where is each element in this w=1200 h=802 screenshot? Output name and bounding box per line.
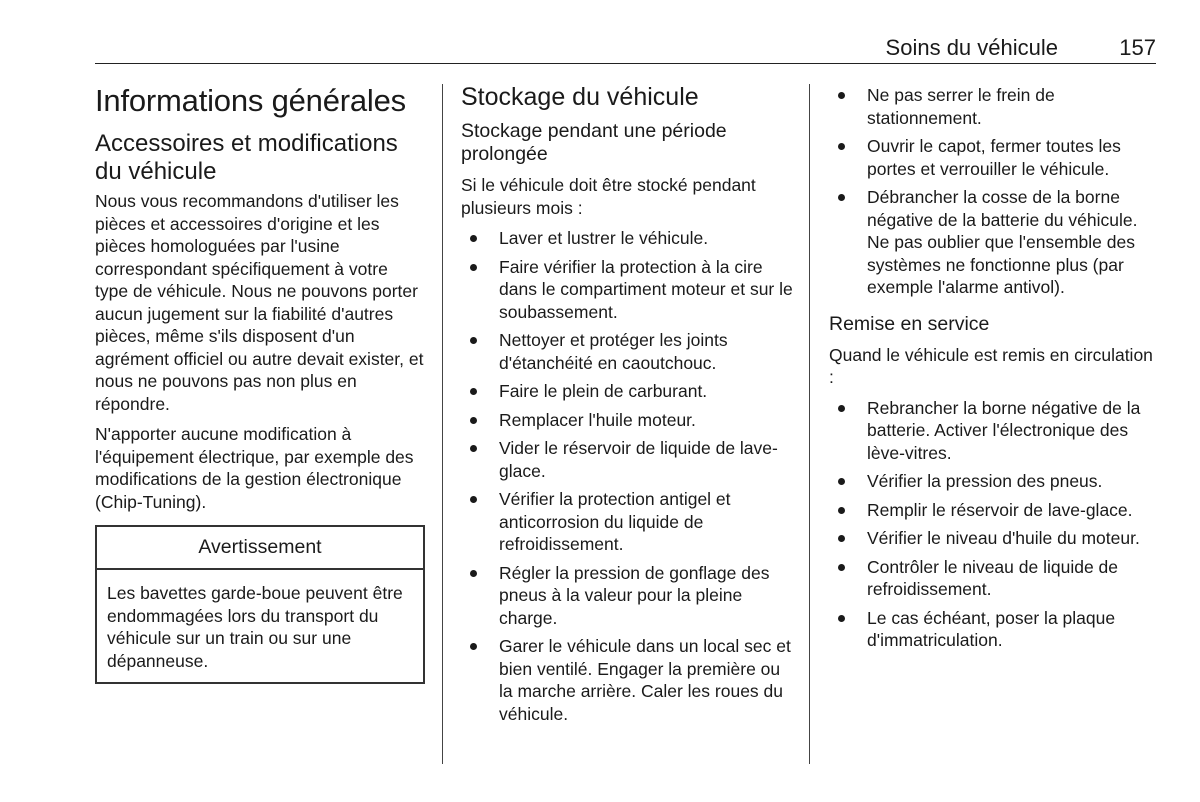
list-item: Le cas échéant, poser la plaque d'immatriculation. (829, 607, 1159, 652)
list-item: Contrôler le niveau de liquide de refroidissement. (829, 556, 1159, 601)
list-item: Débrancher la cosse de la borne négative de la batterie du véhicule. Ne pas oublier que l'ensemble des systèmes ne fonctionne plus (par exemple l'alarme antivol). (829, 186, 1159, 299)
list-item: Laver et lustrer le véhicule. (461, 227, 796, 250)
list-item: Ne pas serrer le frein de stationnement. (829, 84, 1159, 129)
bullet-icon (838, 535, 845, 542)
list-item: Remplir le réservoir de lave-glace. (829, 499, 1159, 522)
bullet-icon (838, 507, 845, 514)
bullet-icon (838, 564, 845, 571)
subsection-heading: Remise en service (829, 312, 990, 335)
bullet-icon (470, 417, 477, 424)
paragraph: N'apporter aucune modification à l'équipement électrique, par exemple des modifications de la gestion électronique (Chip-Tuning). (95, 424, 414, 512)
section-title: Soins du véhicule (885, 35, 1058, 60)
column-divider (809, 84, 810, 764)
bullet-icon (470, 388, 477, 395)
column-1 (95, 78, 425, 684)
bullet-icon (470, 235, 477, 242)
bullet-icon (838, 143, 845, 150)
bullet-icon (838, 92, 845, 99)
page-number: 157 (1119, 35, 1156, 60)
bullet-icon (838, 478, 845, 485)
warning-box (95, 525, 425, 684)
paragraph: Nous vous recommandons d'utiliser les pièces et accessoires d'origine et les pièces homologuées par l'usine correspondant spécifiquement à votre type de véhicule. Nous ne pouvons porter aucun jugement sur la fiabilité d'autres pièces, même s'ils disposent d'un agrément officiel ou autre devait exister, et nous ne pouvons pas non plus en répondre. (95, 191, 424, 414)
section-heading: Stockage du véhicule (461, 83, 699, 111)
list-item: Nettoyer et protéger les joints d'étanchéité en caoutchouc. (461, 329, 796, 374)
list-item: Faire le plein de carburant. (461, 380, 796, 403)
list-item: Vider le réservoir de liquide de lave-glace. (461, 437, 796, 482)
warning-title: Avertissement (97, 527, 423, 570)
column-2 (461, 78, 796, 731)
paragraph: Si le véhicule doit être stocké pendant plusieurs mois : (461, 175, 756, 218)
list-item: Garer le véhicule dans un local sec et bien ventilé. Engager la première ou la marche arrière. Caler les roues du véhicule. (461, 635, 796, 725)
list-item: Remplacer l'huile moteur. (461, 409, 796, 432)
storage-list-continued (829, 84, 1159, 299)
paragraph: Quand le véhicule est remis en circulation : (829, 344, 1153, 387)
list-item: Rebrancher la borne négative de la batterie. Activer l'électronique des lève-vitres. (829, 397, 1159, 465)
bullet-icon (470, 337, 477, 344)
bullet-icon (470, 570, 477, 577)
list-item: Faire vérifier la protection à la cire dans le compartiment moteur et sur le soubassement. (461, 256, 796, 324)
bullet-icon (838, 194, 845, 201)
list-item: Ouvrir le capot, fermer toutes les portes et verrouiller le véhicule. (829, 135, 1159, 180)
bullet-icon (838, 615, 845, 622)
recommissioning-list (829, 397, 1159, 652)
storage-list (461, 227, 796, 725)
bullet-icon (470, 264, 477, 271)
bullet-icon (470, 496, 477, 503)
list-item: Régler la pression de gonflage des pneus à la valeur pour la pleine charge. (461, 562, 796, 630)
list-item: Vérifier la pression des pneus. (829, 470, 1159, 493)
warning-text: Les bavettes garde-boue peuvent être endommagées lors du transport du véhicule sur un train ou sur une dépanneuse. (107, 583, 403, 671)
bullet-icon (838, 405, 845, 412)
chapter-title: Informations générales (95, 83, 406, 118)
page-header (95, 33, 1156, 64)
list-item: Vérifier la protection antigel et anticorrosion du liquide de refroidissement. (461, 488, 796, 556)
bullet-icon (470, 643, 477, 650)
subsection-heading: Stockage pendant une période prolongée (461, 120, 727, 165)
bullet-icon (470, 445, 477, 452)
list-item: Vérifier le niveau d'huile du moteur. (829, 527, 1159, 550)
section-heading: Accessoires et modifications du véhicule (95, 130, 398, 185)
column-divider (442, 84, 443, 764)
column-3 (829, 84, 1159, 658)
